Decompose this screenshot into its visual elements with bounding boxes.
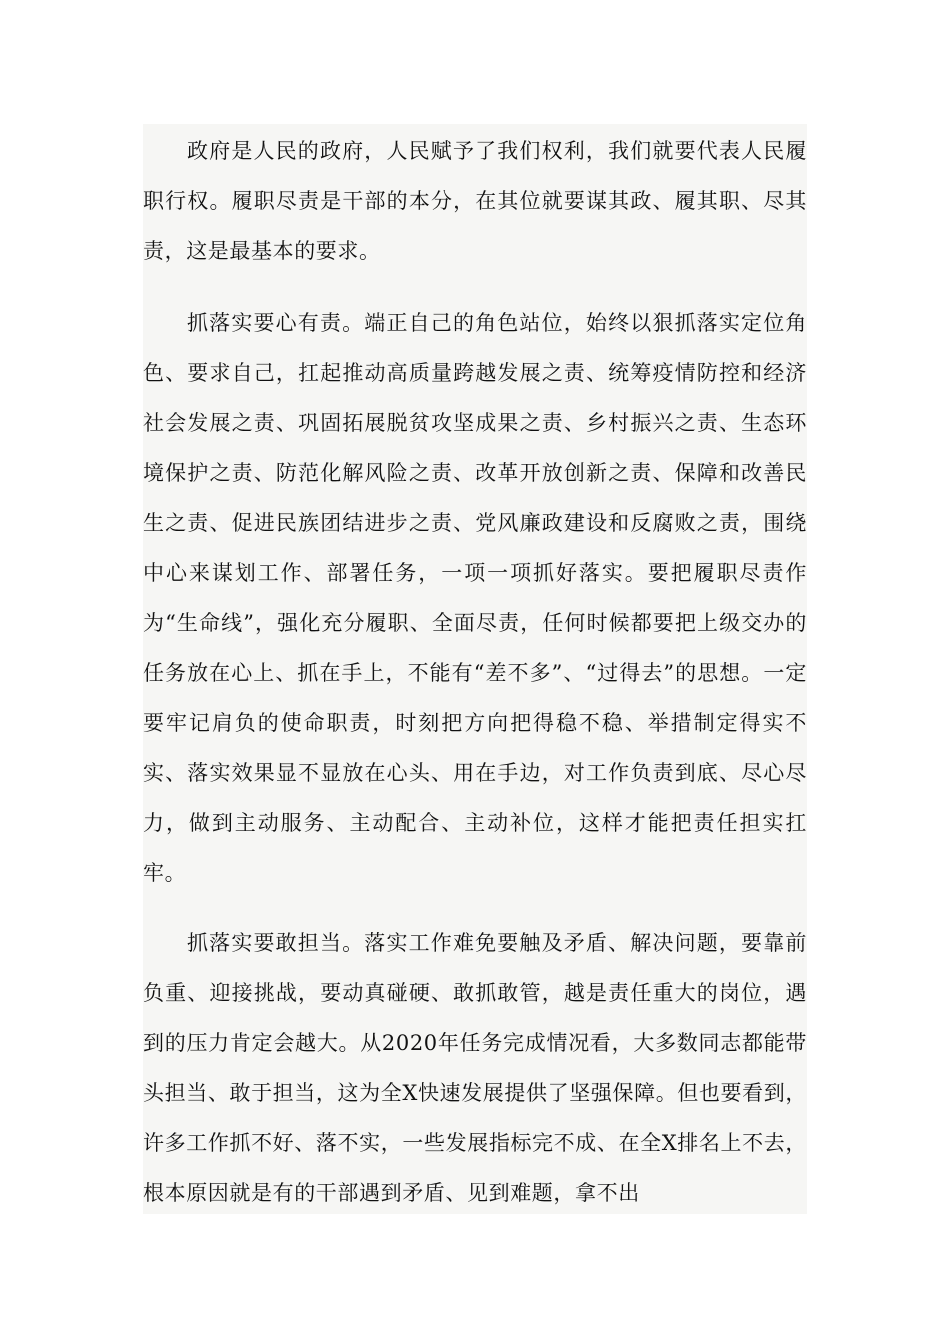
paragraph-2: 抓落实要心有责。端正自己的角色站位，始终以狠抓落实定位角色、要求自己，扛起推动高质量跨越发展之责、统筹疫情防控和经济社会发展之责、巩固拓展脱贫攻坚成果之责、乡村振兴之责、生态环境保护之责、防范化解风险之责、改革开放创新之责、保障和改善民生之责、促进民族团结进步之责、党风廉政建设和反腐败之责，围绕中心来谋划工作、部署任务，一项一项抓好落实。要把履职尽责作为“生命线”，强化充分履职、全面尽责，任何时候都要把上级交办的任务放在心上、抓在手上，不能有“差不多”、“过得去”的思想。一定要牢记肩负的使命职责，时刻把方向把得稳不稳、举措制定得实不实、落实效果显不显放在心头、用在手边，对工作负责到底、尽心尽力，做到主动服务、主动配合、主动补位，这样才能把责任担实扛牢。 [143,311,807,885]
paragraph-1: 政府是人民的政府，人民赋予了我们权利，我们就要代表人民履职行权。履职尽责是干部的本分，在其位就要谋其政、履其职、尽其责，这是最基本的要求。 [143,139,807,263]
text-block [143,124,807,1214]
paragraph-3: 抓落实要敢担当。落实工作难免要触及矛盾、解决问题，要靠前负重、迎接挑战，要动真碰硬、敢抓敢管，越是责任重大的岗位，遇到的压力肯定会越大。从2020年任务完成情况看，大多数同志都能带头担当、敢于担当，这为全X快速发展提供了坚强保障。但也要看到，许多工作抓不好、落不实，一些发展指标完不成、在全X排名上不去，根本原因就是有的干部遇到矛盾、见到难题，拿不出 [143,931,807,1205]
